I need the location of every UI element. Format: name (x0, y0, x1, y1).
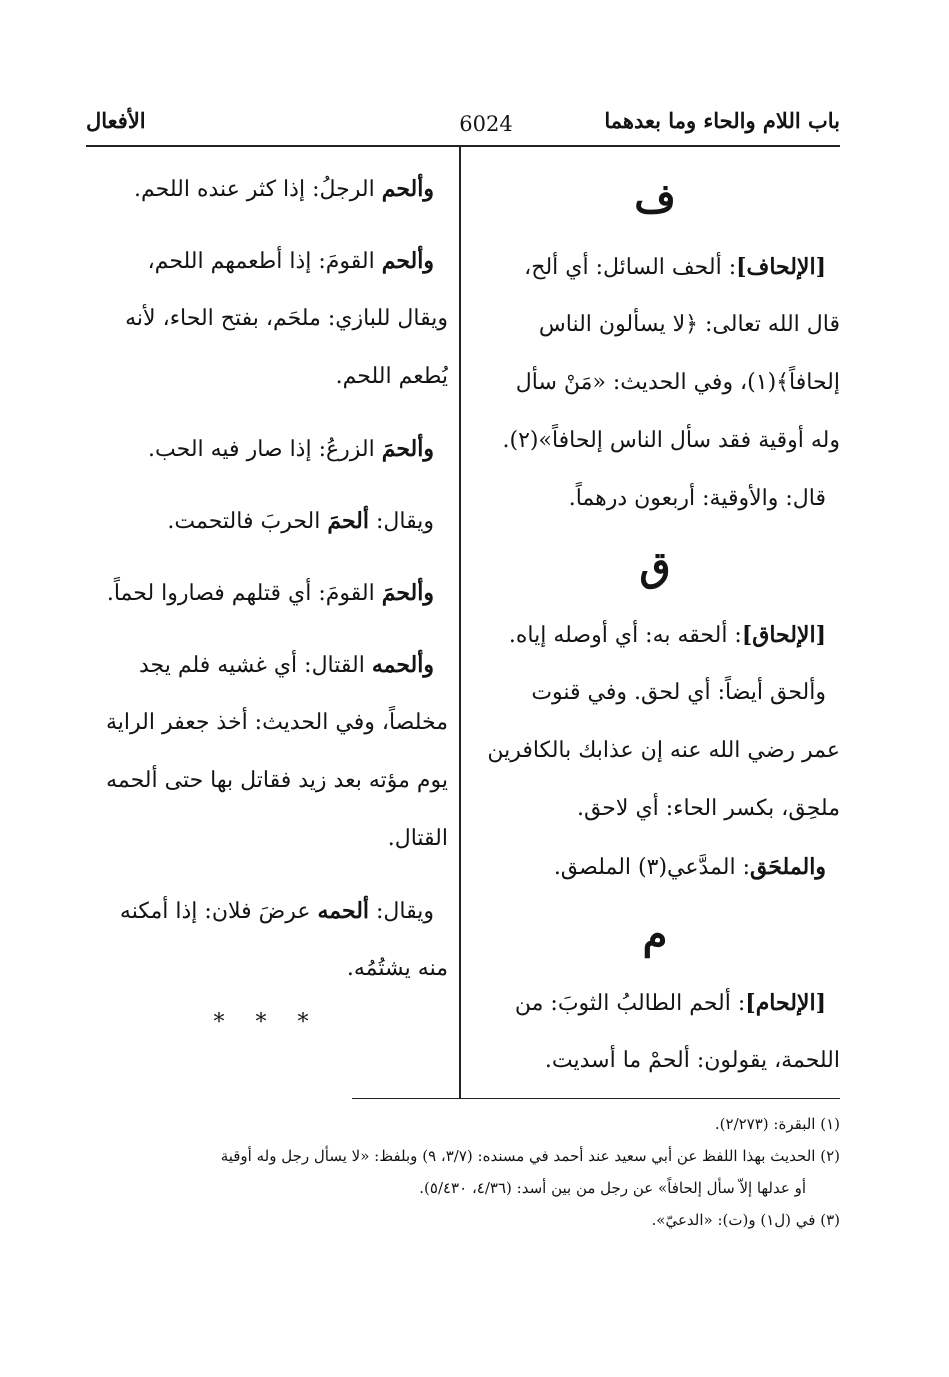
entry-ilhaf (470, 238, 826, 296)
left-column (86, 160, 448, 1048)
text-line: قال: والأوقية: أربعون درهماً. (568, 486, 826, 511)
entry-text: عرضَ فلان: إذا أمكنه (119, 899, 311, 924)
footnote-2: (٢) الحديث بهذا اللفظ عن أبي سعيد عند أحمد في مسنده: (٣/٧، ٩) وبلفظ: «لا يسأل رجل وله أوقية (220, 1147, 840, 1165)
letter-heading-fa: ف (634, 175, 676, 222)
column-divider (459, 145, 461, 1098)
entry-zar (86, 420, 434, 478)
entry-text: : ألحف السائل: أي ألح، (524, 255, 737, 280)
entry-text: الرجلُ: إذا كثر عنده اللحم. (134, 177, 375, 202)
entry-prefix: ويقال: (376, 509, 434, 534)
entry-keyword: والملحَق (750, 854, 826, 880)
entry-keyword: وألحمَ (381, 436, 434, 462)
footnote-rule (352, 1098, 840, 1099)
footnote-2-continued: أو عدلها إلاّ سأل إلحافاً» عن رجل من بين أسد: (٤/٣٦، ٥/٤٣٠). (419, 1179, 806, 1197)
entry-harb (86, 492, 434, 550)
section-title: الأفعال (86, 108, 146, 133)
text-line: إلحافاً﴾(١)، وفي الحديث: «مَنْ سأل (515, 370, 840, 395)
entry-text: : ألحم الطالبُ الثوبَ: من (514, 991, 746, 1016)
entry-ird (86, 882, 434, 940)
entry-rajul (86, 160, 434, 218)
entry-text: : المدَّعي(٣) الملصق. (553, 855, 750, 880)
letter-heading-mim: م (642, 911, 668, 958)
entry-qital (86, 636, 434, 694)
entry-keyword: ألحمه (317, 898, 370, 924)
footnote-3: (٣) في (ل١) و(ت): «الدعيّ». (651, 1211, 840, 1229)
entry-keyword: [الإلحاف] (736, 254, 826, 280)
text-line: القتال. (387, 826, 448, 851)
entry-keyword: [الإلحام] (745, 990, 826, 1016)
section-end-stars: * * * (213, 1010, 321, 1035)
right-column (470, 160, 840, 1090)
text-line: قال الله تعالى: ﴿لا يسألون الناس (538, 312, 840, 337)
entry-keyword: وألحمَ (381, 580, 434, 606)
entry-keyword: [الإلحاق] (741, 622, 826, 648)
entry-text: : ألحقه به: أي أوصله إياه. (508, 623, 742, 648)
entry-qawm (86, 232, 434, 290)
entry-prefix: ويقال: (376, 899, 434, 924)
chapter-title: باب اللام والحاء وما بعدهما (604, 108, 840, 133)
entry-ilham (470, 974, 826, 1032)
entry-text: القتال: أي غشيه فلم يجد (138, 653, 365, 678)
entry-keyword: وألحمه (371, 652, 434, 678)
entry-keyword: وألحم (381, 248, 434, 274)
entry-text: الحربَ فالتحمت. (167, 509, 321, 534)
entry-qatl (86, 564, 434, 622)
entry-keyword: ألحمَ (327, 508, 370, 534)
text-line: يوم مؤته بعد زيد فقاتل بها حتى ألحمه (106, 768, 448, 793)
entry-text: القومَ: إذا أطعمهم اللحم، (147, 249, 375, 274)
text-line: يُطعم اللحم. (335, 364, 448, 389)
text-line: عمر رضي الله عنه إن عذابك بالكافرين (487, 738, 840, 763)
page-number: 6024 (459, 112, 513, 136)
text-line: اللحمة، يقولون: ألحمْ ما أسديت. (544, 1048, 840, 1073)
entry-text: القومَ: أي قتلهم فصاروا لحماً. (106, 581, 375, 606)
text-line: ويقال للبازي: ملحَم، بفتح الحاء، لأنه (125, 306, 448, 331)
footnote-1: (١) البقرة: (٢/٢٧٣). (714, 1115, 840, 1133)
text-line: مخلصاً، وفي الحديث: أخذ جعفر الراية (105, 710, 448, 735)
entry-mulhaq (470, 838, 826, 896)
header-rule (86, 145, 840, 147)
text-line: منه يشتُمُه. (346, 956, 448, 981)
running-header (86, 104, 840, 144)
entry-text: الزرعُ: إذا صار فيه الحب. (148, 437, 375, 462)
entry-ilhaq (470, 606, 826, 664)
text-line: وله أوقية فقد سأل الناس إلحافاً»(٢). (502, 428, 840, 453)
text-line: ملحِق، بكسر الحاء: أي لاحق. (576, 796, 840, 821)
letter-heading-qaf: ق (639, 543, 671, 590)
footnotes (86, 1108, 840, 1236)
entry-keyword: وألحم (381, 176, 434, 202)
text-line: وألحق أيضاً: أي لحق. وفي قنوت (531, 680, 826, 705)
